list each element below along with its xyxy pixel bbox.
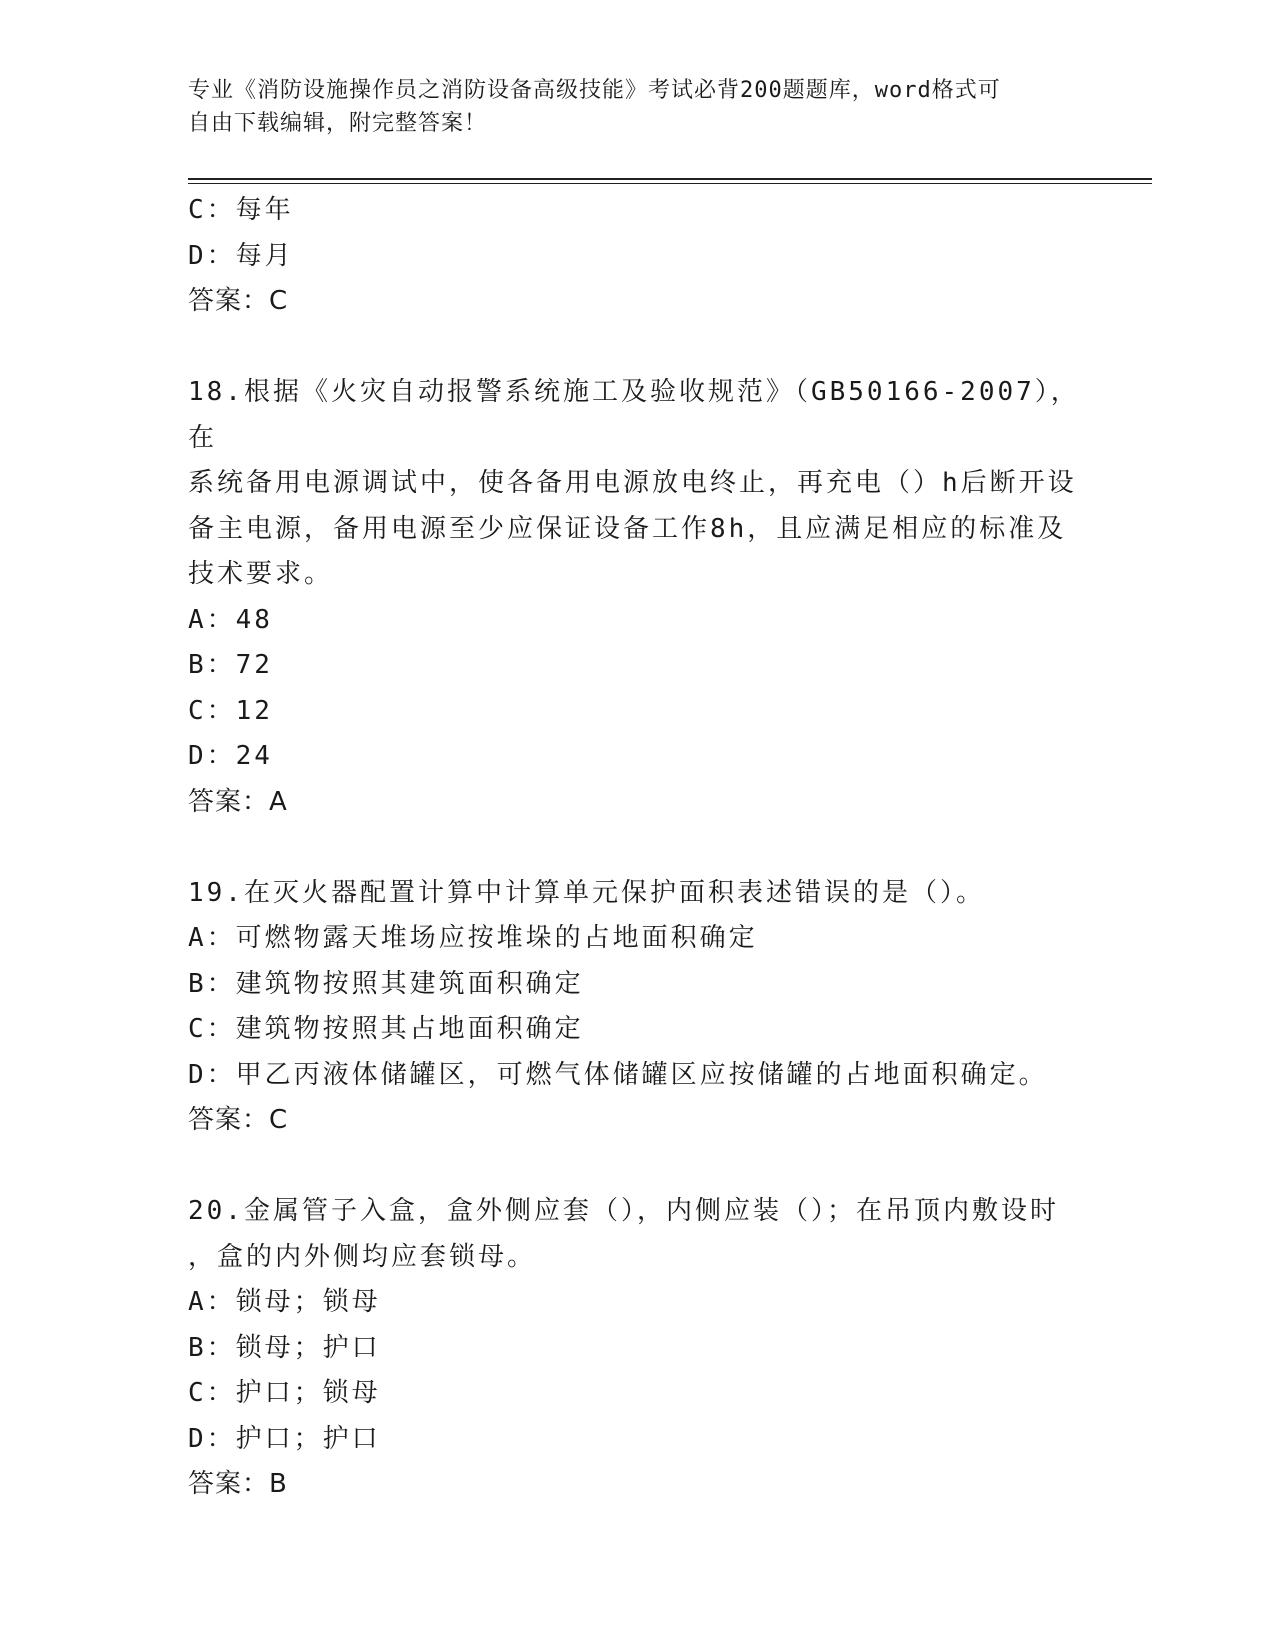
header-line-1: 专业《消防设施操作员之消防设备高级技能》考试必背200题题库，word格式可 xyxy=(188,78,1001,103)
question-stem: 20.金属管子入盒，盒外侧应套（），内侧应装（）；在吊顶内敷设时 ，盒的内外侧均应套锁母。 xyxy=(188,1196,1059,1272)
option-d: D：24 xyxy=(188,741,273,771)
question-stem: 19.在灭火器配置计算中计算单元保护面积表述错误的是（）。 xyxy=(188,877,985,908)
option-c: C：建筑物按照其占地面积确定 xyxy=(188,1014,584,1044)
answer-line: 答案：A xyxy=(188,786,288,817)
option-c: C：护口；锁母 xyxy=(188,1378,381,1408)
header-line-2: 自由下载编辑，附完整答案！ xyxy=(188,111,488,136)
option-c: C：每年 xyxy=(188,195,294,225)
option-b: B：72 xyxy=(188,650,273,680)
answer-line: 答案：C xyxy=(188,1105,289,1135)
option-a: A：可燃物露天堆场应按堆垛的占地面积确定 xyxy=(188,923,758,953)
option-d: D：护口；护口 xyxy=(188,1423,381,1454)
question-20 xyxy=(188,1189,1088,1508)
question-stem: 18.根据《火灾自动报警系统施工及验收规范》（GB50166-2007），在 系统备用电源调试中，使各备用电源放电终止，再充电（）h后断开设 备主电源，备用电源至少应保证设备工作8h，且应满足相应的标准及 技术要求。 xyxy=(188,377,1080,589)
question-19 xyxy=(188,871,1088,1144)
option-d: D：甲乙丙液体储罐区，可燃气体储罐区应按储罐的占地面积确定。 xyxy=(188,1059,1048,1090)
option-a: A：48 xyxy=(188,604,273,635)
spacer xyxy=(188,1144,1088,1190)
option-a: A：锁母；锁母 xyxy=(188,1287,381,1317)
question-18 xyxy=(188,370,1088,825)
question-content xyxy=(188,188,1088,1508)
header-rule-thick xyxy=(188,178,1152,180)
option-b: B：锁母；护口 xyxy=(188,1332,381,1363)
question-17-tail xyxy=(188,188,1088,325)
spacer xyxy=(188,325,1088,371)
spacer xyxy=(188,825,1088,871)
option-d: D：每月 xyxy=(188,240,294,271)
answer-line: 答案：B xyxy=(188,1469,288,1499)
header-rule-thin xyxy=(188,183,1152,184)
option-c: C：12 xyxy=(188,695,273,726)
option-b: B：建筑物按照其建筑面积确定 xyxy=(188,968,584,999)
page-header xyxy=(188,74,1088,140)
answer-line: 答案：C xyxy=(188,286,289,316)
